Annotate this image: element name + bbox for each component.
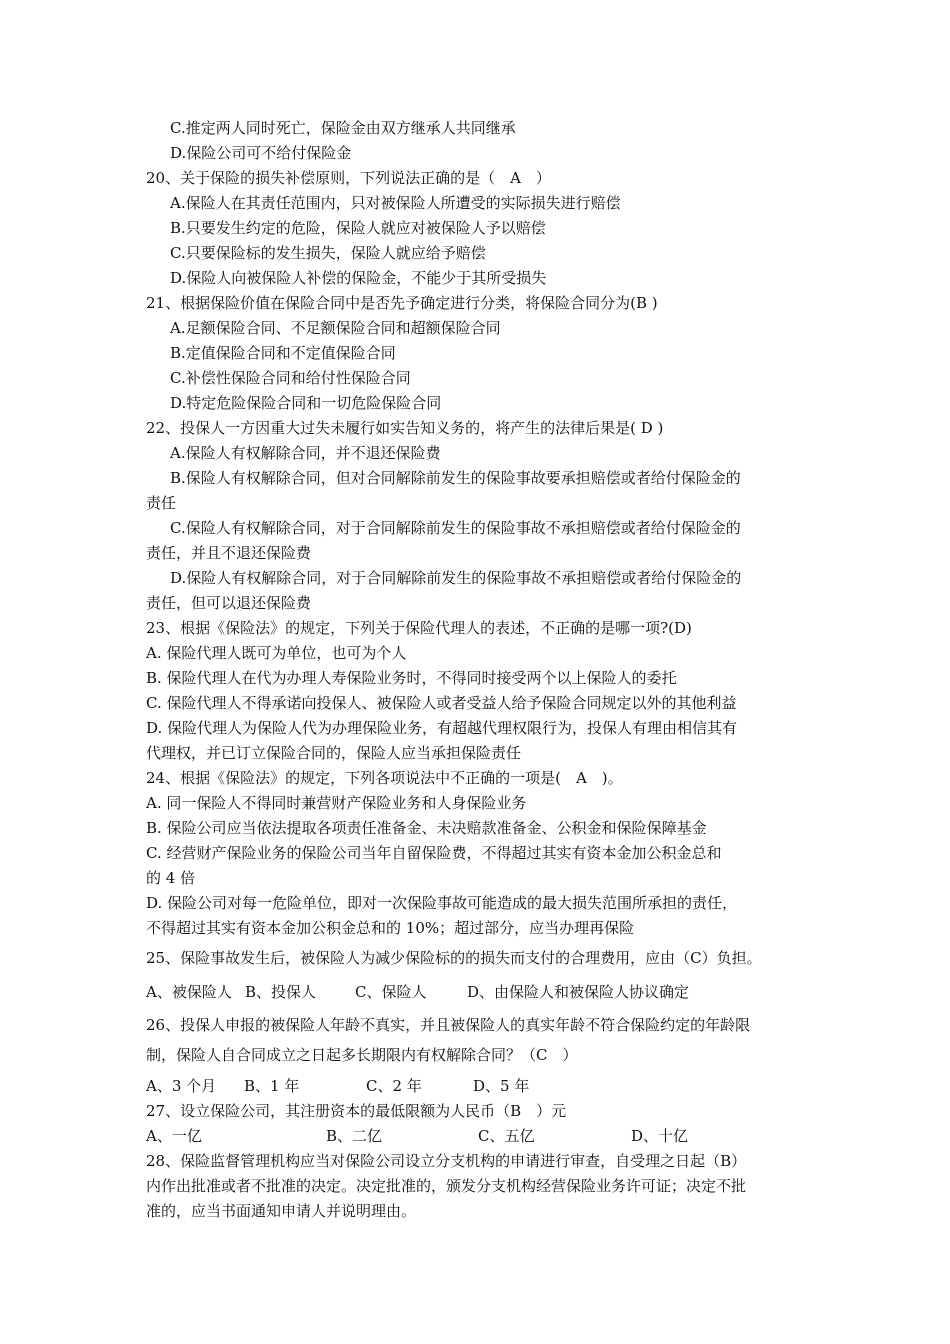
q23-option-a: A. 保险代理人既可为单位，也可为个人 [146, 644, 407, 662]
q26-options [146, 1076, 810, 1096]
q23-option-b: B. 保险代理人在代为办理人寿保险业务时，不得同时接受两个以上保险人的委托 [146, 669, 677, 687]
q24-option-b: B. 保险公司应当依法提取各项责任准备金、未决赔款准备金、公积金和保险保障基金 [146, 819, 707, 837]
q25-option-d: D、由保险人和被保险人协议确定 [467, 983, 690, 1001]
q28-stem: 28、保险监督管理机构应当对保险公司设立分支机构的申请进行审查，自受理之日起（B） [146, 1152, 747, 1170]
q25-options [146, 982, 810, 1002]
q27-option-b: B、二亿 [326, 1127, 383, 1145]
q22-option-d: D.保险人有权解除合同，对于合同解除前发生的保险事故不承担赔偿或者给付保险金的 [170, 569, 742, 587]
q21-option-a: A.足额保险合同、不足额保险合同和超额保险合同 [170, 319, 501, 337]
q26-option-a: A、3 个月 [146, 1077, 217, 1095]
q23-option-d-cont: 代理权，并已订立保险合同的，保险人应当承担保险责任 [146, 744, 522, 762]
q23-stem: 23、根据《保险法》的规定，下列关于保险代理人的表述，不正确的是哪一项?(D) [146, 619, 692, 637]
q26-option-c: C、2 年 [366, 1077, 422, 1095]
q24-option-c: C. 经营财产保险业务的保险公司当年自留保险费，不得超过其实有资本金加公积金总和 [146, 844, 722, 862]
q22-option-b: B.保险人有权解除合同，但对合同解除前发生的保险事故要承担赔偿或者给付保险金的 [170, 469, 741, 487]
q28-stem-cont-2: 准的，应当书面通知申请人并说明理由。 [146, 1202, 417, 1220]
q20-option-b: B.只要发生约定的危险，保险人就应对被保险人予以赔偿 [170, 219, 546, 237]
q20-option-d: D.保险人向被保险人补偿的保险金，不能少于其所受损失 [170, 269, 547, 287]
q24-option-a: A. 同一保险人不得同时兼营财产保险业务和人身保险业务 [146, 794, 527, 812]
q26-stem-cont: 制，保险人自合同成立之日起多长期限内有权解除合同？（C ） [146, 1046, 578, 1064]
q26-stem: 26、投保人申报的被保险人年龄不真实，并且被保险人的真实年龄不符合保险约定的年龄限 [146, 1016, 751, 1034]
q21-stem: 21、根据保险价值在保险合同中是否先予确定进行分类，将保险合同分为(B ) [146, 294, 658, 312]
q24-option-c-cont: 的 4 倍 [146, 869, 196, 887]
q24-stem: 24、根据《保险法》的规定，下列各项说法中不正确的一项是( A )。 [146, 769, 623, 787]
q22-stem: 22、投保人一方因重大过失未履行如实告知义务的，将产生的法律后果是( D ) [146, 419, 664, 437]
q19-option-d: D.保险公司可不给付保险金 [170, 144, 352, 162]
q25-option-a: A、被保险人 [146, 983, 232, 1001]
q24-option-d-cont: 不得超过其实有资本金加公积金总和的 10%；超过部分，应当办理再保险 [146, 919, 635, 937]
q22-option-c: C.保险人有权解除合同，对于合同解除前发生的保险事故不承担赔偿或者给付保险金的 [170, 519, 741, 537]
q22-option-d-cont: 责任，但可以退还保险费 [146, 594, 312, 612]
q27-options [146, 1126, 810, 1146]
q23-option-d: D. 保险代理人为保险人代为办理保险业务，有超越代理权限行为，投保人有理由相信其有 [146, 719, 738, 737]
q19-option-c: C.推定两人同时死亡，保险金由双方继承人共同继承 [170, 119, 516, 137]
q23-option-c: C. 保险代理人不得承诺向投保人、被保险人或者受益人给予保险合同规定以外的其他利益 [146, 694, 737, 712]
q27-option-a: A、一亿 [146, 1127, 202, 1145]
q25-stem: 25、保险事故发生后，被保险人为减少保险标的的损失而支付的合理费用，应由（C）负担。 [146, 949, 762, 967]
q22-option-c-cont: 责任，并且不退还保险费 [146, 544, 312, 562]
q26-option-b: B、1 年 [244, 1077, 300, 1095]
q20-option-a: A.保险人在其责任范围内，只对被保险人所遭受的实际损失进行赔偿 [170, 194, 621, 212]
q25-option-c: C、保险人 [355, 983, 427, 1001]
q28-stem-cont: 内作出批准或者不批准的决定。决定批准的，颁发分支机构经营保险业务许可证；决定不批 [146, 1177, 747, 1195]
q24-option-d: D. 保险公司对每一危险单位，即对一次保险事故可能造成的最大损失范围所承担的责任， [146, 894, 738, 912]
q26-option-d: D、5 年 [473, 1077, 530, 1095]
q22-option-a: A.保险人有权解除合同，并不退还保险费 [170, 444, 441, 462]
q25-option-b: B、投保人 [245, 983, 317, 1001]
q27-option-d: D、十亿 [631, 1127, 689, 1145]
q27-stem: 27、设立保险公司，其注册资本的最低限额为人民币（B ）元 [146, 1102, 567, 1120]
q20-stem: 20、关于保险的损失补偿原则，下列说法正确的是（ A ） [146, 169, 551, 187]
q22-option-b-cont: 责任 [146, 494, 177, 512]
q21-option-b: B.定值保险合同和不定值保险合同 [170, 344, 396, 362]
q27-option-c: C、五亿 [478, 1127, 535, 1145]
q21-option-c: C.补偿性保险合同和给付性保险合同 [170, 369, 411, 387]
q20-option-c: C.只要保险标的发生损失，保险人就应给予赔偿 [170, 244, 486, 262]
q21-option-d: D.特定危险保险合同和一切危险保险合同 [170, 394, 442, 412]
